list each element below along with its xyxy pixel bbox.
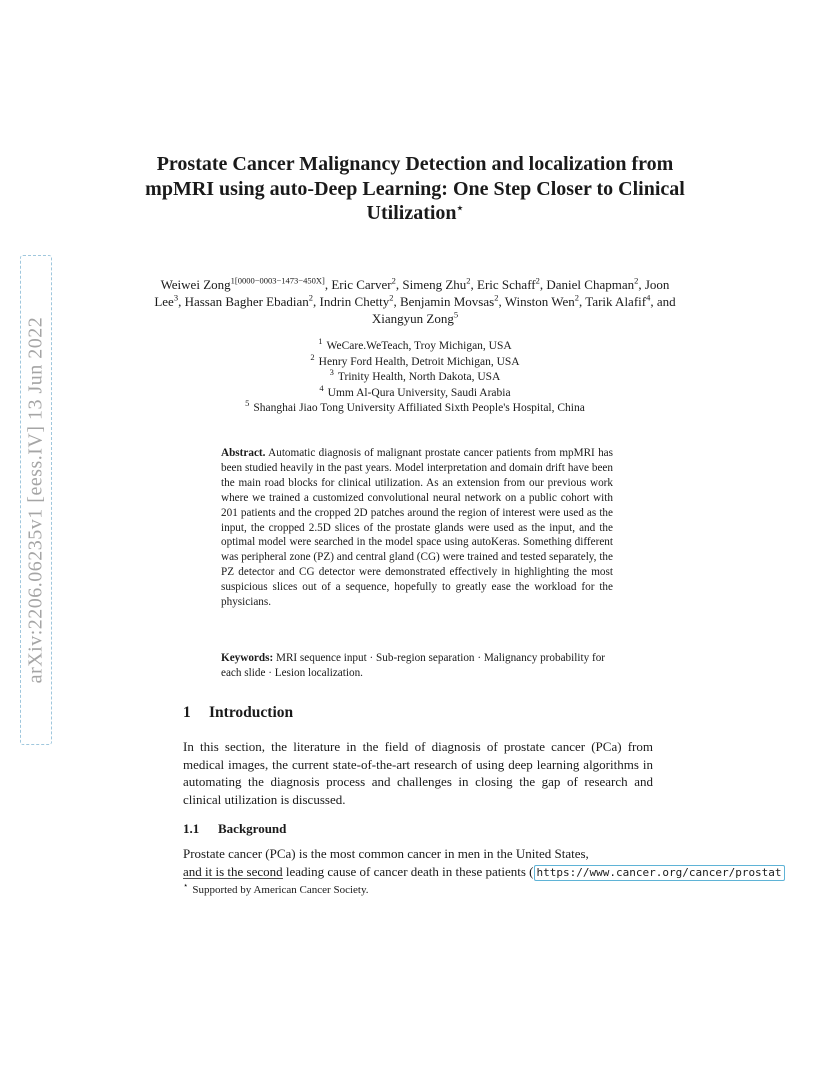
author-separator: , and [650, 294, 676, 309]
affiliation [160, 367, 670, 386]
paper-title-text: Prostate Cancer Malignancy Detection and localization from mpMRI using auto-Deep Learning: One Step Closer to Clinical Utilization [145, 153, 685, 224]
affiliation-number: 2 [310, 351, 315, 362]
author [400, 294, 499, 309]
subsection-number: 1.1 [183, 821, 200, 836]
author-name: Benjamin Movsas [399, 294, 495, 309]
affiliation-number: 1 [318, 336, 323, 347]
author-affiliation-mark: 2 [634, 275, 639, 286]
background-paragraph [183, 845, 828, 881]
author-separator: , [638, 277, 645, 292]
affiliation [160, 398, 670, 417]
author-name: Winston Wen [504, 294, 575, 309]
introduction-paragraph: In this section, the literature in the field of diagnosis of prostate cancer (PCa) from medical images, the current state-of-the-art research of using deep learning algorithms in automating the diagnosis process and challenges in closing the gap of research and clinical utilization is discussed. [183, 739, 653, 807]
author-name: Eric Schaff [477, 277, 536, 292]
author-separator: , [498, 294, 505, 309]
section-heading-introduction [183, 704, 293, 722]
background-line-1: Prostate cancer (PCa) is the most common cancer in men in the United States, [183, 846, 589, 861]
author-affiliation-mark: 2 [574, 292, 580, 303]
keywords-text: MRI sequence input · Sub-region separation · Malignancy probability for each slide · Lesion localization. [221, 652, 606, 679]
author-affiliation-mark: 2 [535, 275, 540, 286]
author-name: Weiwei Zong [160, 277, 231, 292]
abstract-label: Abstract. [221, 447, 266, 459]
author [505, 294, 579, 309]
author [546, 277, 638, 292]
footnote [183, 880, 369, 896]
author-name: Xiangyun Zong [371, 311, 454, 326]
author-affiliation-mark: 3 [173, 292, 179, 303]
cancer-org-link[interactable]: https://www.cancer.org/cancer/prostat [534, 865, 785, 881]
author-affiliation-mark: 2 [308, 292, 314, 303]
author-affiliation-mark: 2 [391, 275, 396, 286]
author-separator: , [470, 277, 478, 292]
affiliation-text: WeCare.WeTeach, Troy Michigan, USA [326, 340, 512, 352]
keywords [221, 651, 613, 681]
affiliation-text: Henry Ford Health, Detroit Michigan, USA [318, 355, 520, 368]
author [331, 277, 396, 292]
author-affiliation-mark: 5 [453, 309, 459, 320]
abstract-text: Automatic diagnosis of malignant prostate cancer patients from mpMRI has been studied heavily in the past years. Model interpretation and domain drift have been the main road blocks for clinical utilization. As an extension from our previous work where we trained a customized convolutional neural network on a public cohort with 201 patients and the cropped 2D patches around the region of interest were used as the input, the cropped 2.5D slices of the prostate glands were used as the input, and the optimal model were searched in the model space using autoKeras. Something different was peripheral zone (PZ) and central gland (CG) were trained and tested separately, the PZ detector and CG detector were demonstrated effectively in highlighting the most suspicious slices out of a sequence, hopefully to greatly ease the workload for the physicians. [221, 447, 613, 609]
author-name: Simeng Zhu [402, 277, 467, 292]
author [585, 294, 650, 309]
affiliation-list [160, 336, 670, 417]
title-footnote-mark: ⋆ [456, 202, 464, 215]
subsection-title: Background [218, 821, 287, 836]
keywords-label: Keywords: [221, 652, 274, 664]
affiliation-number: 4 [319, 382, 324, 393]
author-separator: , [313, 294, 320, 309]
author-name: Indrin Chetty [319, 294, 390, 309]
author-list [150, 276, 680, 327]
paper-title [140, 152, 690, 226]
affiliation-number: 5 [245, 398, 250, 409]
author [372, 311, 458, 326]
author-name: Daniel Chapman [546, 277, 635, 292]
affiliation-text: Umm Al-Qura University, Saudi Arabia [327, 386, 511, 399]
author-separator: , [395, 277, 403, 292]
arxiv-stamp [20, 255, 52, 745]
section-number: 1 [183, 704, 191, 721]
author [477, 277, 540, 292]
author-name: Tarik Alafif [585, 294, 647, 309]
affiliation [160, 351, 670, 371]
affiliation-text: Trinity Health, North Dakota, USA [337, 371, 501, 383]
author [185, 294, 313, 309]
author-name: Eric Carver [331, 277, 392, 292]
background-line-2-text: and it is the second leading cause of cancer death in these patients ( [183, 863, 534, 879]
author-separator: , [178, 294, 185, 309]
author-separator: , [579, 294, 586, 309]
author [320, 294, 394, 309]
affiliation [160, 336, 670, 355]
author-affiliation-mark: 2 [494, 292, 499, 303]
footnote-rule [183, 878, 283, 879]
footnote-text: Supported by American Cancer Society. [192, 884, 369, 896]
affiliation [160, 382, 670, 402]
author-affiliation-mark: 4 [646, 292, 651, 303]
subsection-heading-background [183, 821, 286, 837]
abstract [221, 446, 613, 610]
author-separator: , [539, 277, 547, 292]
affiliation-number: 3 [329, 367, 334, 378]
author [161, 277, 325, 292]
author-affiliation-mark: 2 [389, 292, 394, 303]
author-separator: , [324, 277, 332, 292]
section-title: Introduction [209, 704, 294, 721]
author-affiliation-mark: 1[0000−0003−1473−450X] [230, 275, 325, 286]
author-name: Joon Lee [154, 277, 670, 309]
author-affiliation-mark: 2 [466, 275, 471, 286]
affiliation-text: Shanghai Jiao Tong University Affiliated Sixth People's Hospital, China [253, 402, 585, 414]
author-name: Hassan Bagher Ebadian [184, 294, 309, 309]
author-separator: , [393, 294, 400, 309]
arxiv-identifier: arXiv:2206.06235v1 [eess.IV] 13 Jun 2022 [24, 316, 47, 684]
footnote-mark: ⋆ [183, 880, 189, 891]
author [402, 277, 470, 292]
